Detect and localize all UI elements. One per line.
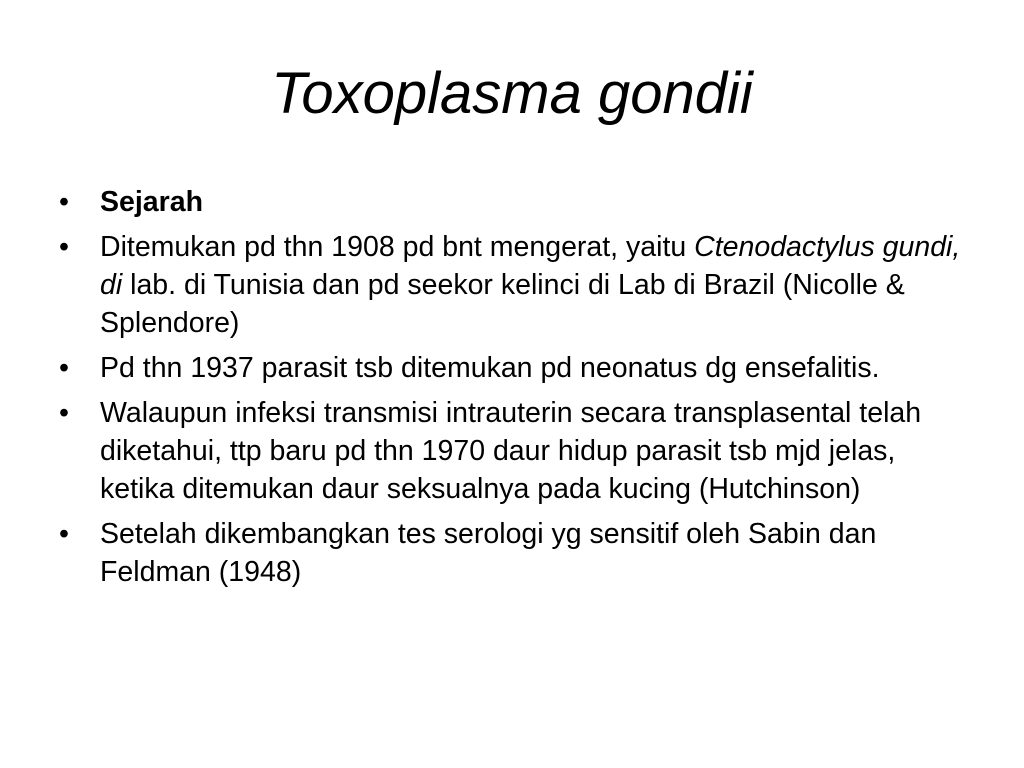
bullet-dot-icon: • <box>59 231 69 263</box>
bullet-text: Pd thn 1937 parasit tsb ditemukan pd neonatus dg ensefalitis. <box>100 352 880 384</box>
bullet-text-after: lab. di Tunisia dan pd seekor kelinci di Lab di Brazil (Nicolle & Splendore) <box>100 269 905 339</box>
bullet-item-1948 <box>54 515 964 591</box>
bullet-dot-icon: • <box>59 397 69 429</box>
bullet-dot-icon: • <box>59 186 69 218</box>
bullet-item-discovery <box>54 228 964 342</box>
bullet-text: Walaupun infeksi transmisi intrauterin secara transplasental telah diketahui, ttp baru pd thn 1970 daur hidup parasit tsb mjd jelas, ketika ditemukan daur seksualnya pada kucing (Hutchinson) <box>100 397 922 505</box>
bullet-dot-icon: • <box>59 352 69 384</box>
bullet-item-1970 <box>54 394 964 508</box>
bullet-dot-icon: • <box>59 518 69 550</box>
bullet-item-sejarah <box>54 183 964 221</box>
bullet-text: Sejarah <box>100 186 203 218</box>
bullet-item-1937 <box>54 349 964 387</box>
bullet-list <box>54 183 964 598</box>
bullet-text-before: Ditemukan pd thn 1908 pd bnt mengerat, yaitu <box>100 231 695 263</box>
slide-title: Toxoplasma gondii <box>271 61 753 126</box>
bullet-text: Setelah dikembangkan tes serologi yg sensitif oleh Sabin dan Feldman (1948) <box>100 518 877 588</box>
bullet-text-italic: Ctenodactylus gundi, di <box>100 231 961 301</box>
